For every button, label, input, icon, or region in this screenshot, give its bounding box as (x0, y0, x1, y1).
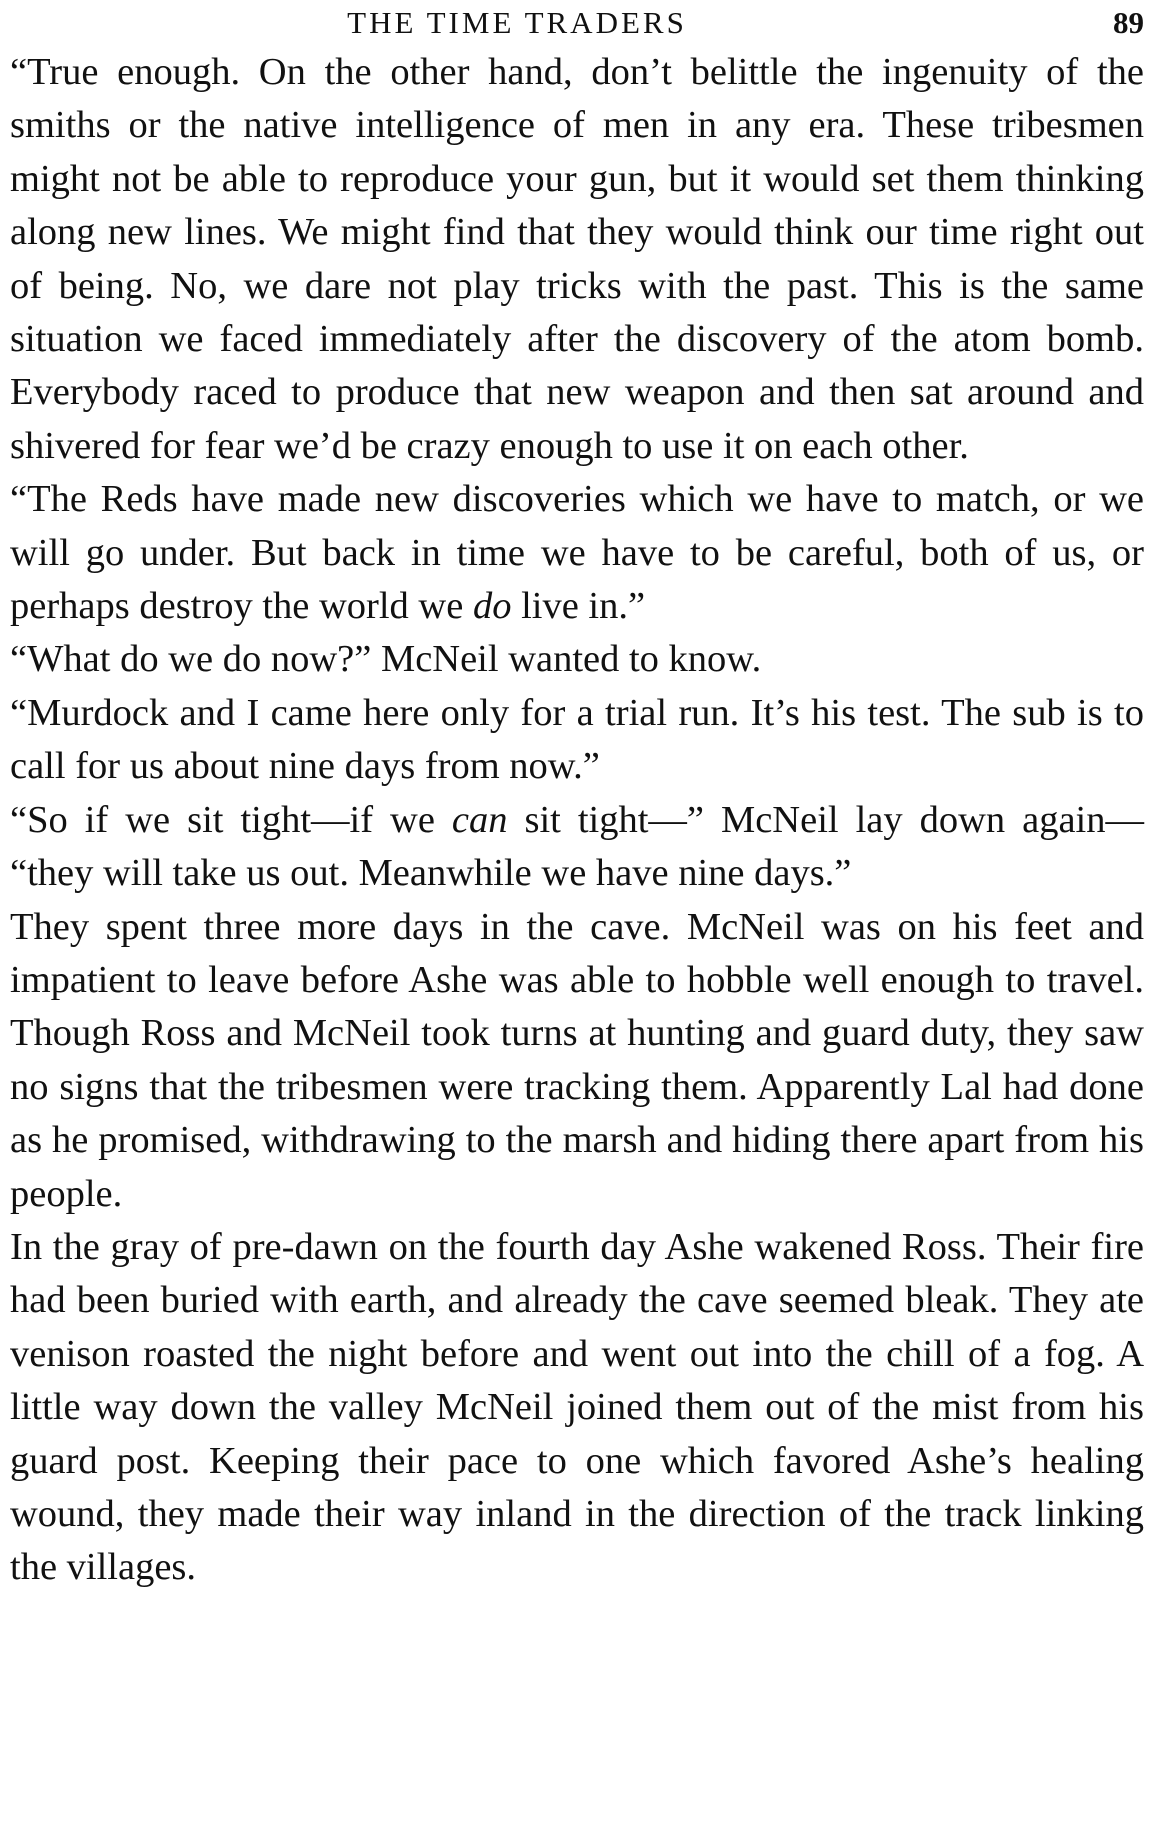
paragraph-2-emphasis: do (472, 585, 512, 628)
paragraph-2-text-before: “The Reds have made new discoveries which we have to match, or we will go under. But back in time we have to be careful, both of us, or perhaps destroy the world we (10, 478, 1144, 628)
paragraph-5 (10, 794, 1144, 901)
paragraph-1: “True enough. On the other hand, don’t belittle the ingenuity of the smiths or the native intelligence of men in any era. These tribesmen might not be able to reproduce your gun, but it would set them thinking along new lines. We might find that they would think our time right out of being. No, we dare not play tricks with the past. This is the same situation we faced immediately after the discovery of the atom bomb. Everybody raced to produce that new weapon and then sat around and shivered for fear we’d be crazy enough to use it on each other. (10, 51, 1144, 467)
paragraph-5-emphasis: can (451, 798, 508, 841)
running-head (10, 0, 1144, 46)
paragraph-2 (10, 473, 1144, 633)
paragraph-5-text-before: “So if we sit tight—if we (10, 798, 452, 841)
paragraph-2-text-after: live in.” (511, 585, 646, 628)
paragraph-3: “What do we do now?” McNeil wanted to know. (10, 638, 762, 681)
paragraph-6: They spent three more days in the cave. McNeil was on his feet and impatient to leave before Ashe was able to hobble well enough to travel. Though Ross and McNeil took turns at hunting and guard duty, they saw no signs that the tribesmen were tracking them. Apparently Lal had done as he promised, withdrawing to the marsh and hiding there apart from his people. (10, 905, 1144, 1215)
page-number: 89 (1113, 5, 1144, 40)
body-text (10, 46, 1144, 1595)
paragraph-7: In the gray of pre-dawn on the fourth day Ashe wakened Ross. Their fire had been buried with earth, and already the cave seemed bleak. They ate venison roasted the night before and went out into the chill of a fog. A little way down the valley McNeil joined them out of the mist from his guard post. Keeping their pace to one which favored Ashe’s healing wound, they made their way inland in the direction of the track linking the villages. (10, 1225, 1144, 1589)
paragraph-5-text-after: sit tight—” McNeil lay down again— “they will take us out. Meanwhile we have nine days.” (10, 798, 1144, 895)
book-page (10, 0, 1144, 1595)
running-title: THE TIME TRADERS (347, 5, 687, 40)
paragraph-4: “Murdock and I came here only for a trial run. It’s his test. The sub is to call for us about nine days from now.” (10, 691, 1144, 788)
